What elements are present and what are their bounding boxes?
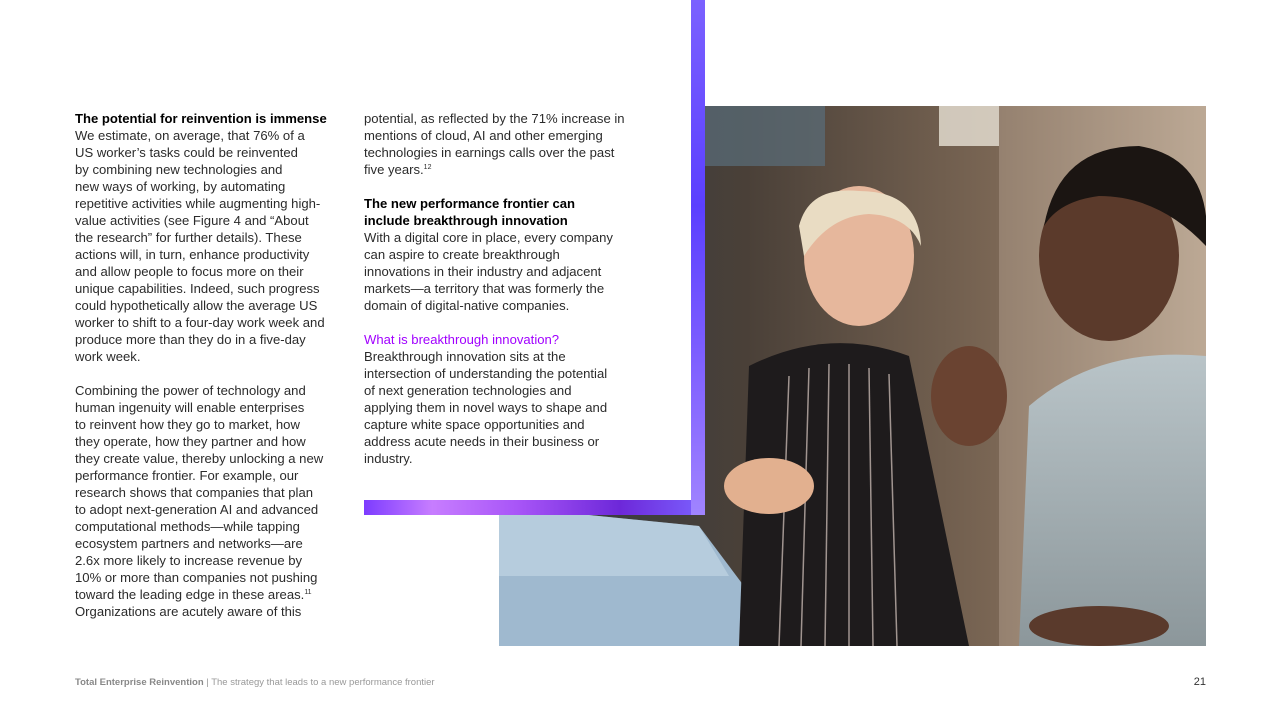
footer-subtitle: The strategy that leads to a new performance frontier <box>211 677 435 688</box>
body-paragraph: With a digital core in place, every company can aspire to create breakthrough innovations in their industry and adjacent markets—a territory that was formerly the domain of digital-native companies. <box>364 230 613 313</box>
body-text: Organizations are acutely aware of this <box>75 604 302 619</box>
text-column-left <box>75 110 337 620</box>
footnote-ref[interactable]: 12 <box>423 164 432 171</box>
footer-brand: Total Enterprise Reinvention <box>75 677 204 688</box>
body-text: Combining the power of technology and human ingenuity will enable enterprises to reinvent how they go to market, how they operate, how they partner and how they create value, thereby unlocking a new performance frontier. For example, our research shows that companies that plan to adopt next-generation AI and advanced computational methods—while tapping ecosystem partners and networks—are 2.6x more likely to increase revenue by 10% or more than companies not pushing toward the leading edge in these areas. <box>75 383 324 602</box>
text-column-right <box>364 110 632 467</box>
section-heading: The new performance frontier can include breakthrough innovation <box>364 196 576 228</box>
body-text: potential, as reflected by the 71% increase in mentions of cloud, AI and other emerging technologies in earnings calls over the past five years. <box>364 111 625 177</box>
body-paragraph <box>75 382 337 620</box>
body-paragraph: We estimate, on average, that 76% of a US worker’s tasks could be reinvented by combining new technologies and new ways of working, by automating repetitive activities while augmenting high- value activities (see Figure 4 and “About the research” for further details). These actions will, in turn, enhance productivity and allow people to focus more on their unique capabilities. Indeed, such progress could hypothetically allow the average US worker to shift to a four-day work week and produce more than they do in a five-day work week. <box>75 128 325 364</box>
footer-separator: | <box>203 677 212 688</box>
body-paragraph <box>364 110 632 178</box>
body-paragraph: Breakthrough innovation sits at the intersection of understanding the potential of next generation technologies and applying them in novel ways to shape and capture white space opportunities and address acute needs in their business or industry. <box>364 349 608 466</box>
callout-heading: What is breakthrough innovation? <box>364 332 560 347</box>
page-footer <box>75 677 435 688</box>
decorative-gradient-bar <box>691 0 705 515</box>
page-number: 21 <box>1193 676 1206 688</box>
section-heading: The potential for reinvention is immense <box>75 111 327 126</box>
footnote-ref[interactable]: 11 <box>304 589 312 596</box>
